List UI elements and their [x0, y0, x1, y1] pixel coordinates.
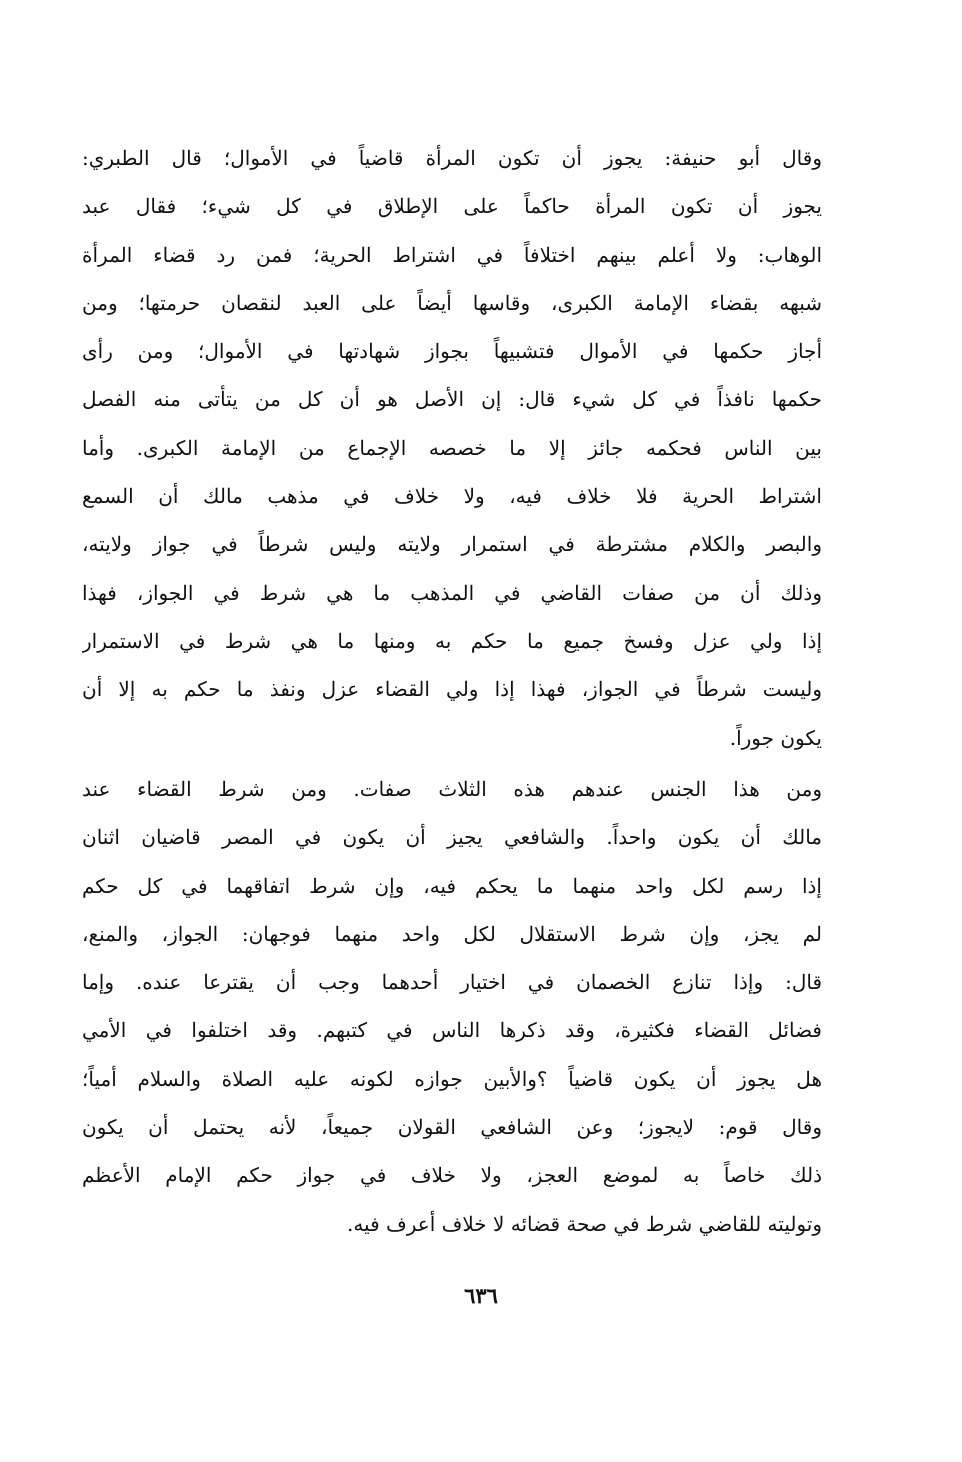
text-line: ومن هذا الجنس عندهم هذه الثلاث صفات. ومن شرط القضاء عند [82, 777, 822, 801]
text-line: لم يجز، وإن شرط الاستقلال لكل واحد منهما فوجهان: الجواز، والمنع، [82, 921, 822, 946]
text-line: حكمها نافذاً في كل شيء قال: إن الأصل هو أن كل من يتأتى منه الفصل [82, 387, 822, 412]
paragraph-1 [82, 134, 822, 762]
text-line: والبصر والكلام مشترطة في استمرار ولايته وليس شرطاً في جواز ولايته، [82, 532, 822, 557]
text-line: وقال أبو حنيفة: يجوز أن تكون المرأة قاضياً في الأموال؛ قال الطبري: [82, 146, 822, 170]
text-line: الوهاب: ولا أعلم بينهم اختلافاً في اشتراط الحرية؛ فمن رد قضاء المرأة [82, 242, 822, 267]
paragraph-2 [82, 765, 822, 1248]
text-line: وقال قوم: لايجوز؛ وعن الشافعي القولان جميعاً، لأنه يحتمل أن يكون [82, 1115, 822, 1140]
text-line: إذا ولي عزل وفسخ جميع ما حكم به ومنها ما هي شرط في الاستمرار [82, 628, 822, 653]
text-line: إذا رسم لكل واحد منهما ما يحكم فيه، وإن شرط اتفاقهما في كل حكم [82, 873, 822, 898]
text-line: اشتراط الحرية فلا خلاف فيه، ولا خلاف في مذهب مالك أن السمع [82, 484, 822, 509]
text-line: فضائل القضاء فكثيرة، وقد ذكرها الناس في كتبهم. وقد اختلفوا في الأمي [82, 1018, 822, 1043]
text-line: أجاز حكمها في الأموال فتشبيهاً بجواز شهادتها في الأموال؛ ومن رأى [82, 339, 822, 364]
text-line: يجوز أن تكون المرأة حاكماً على الإطلاق في كل شيء؛ فقال عبد [82, 194, 822, 219]
text-line: شبهه بقضاء الإمامة الكبرى، وقاسها أيضاً على العبد لنقصان حرمتها؛ ومن [82, 290, 822, 315]
text-line: ذلك خاصاً به لموضع العجز، ولا خلاف في جواز حكم الإمام الأعظم [82, 1163, 822, 1188]
text-line: هل يجوز أن يكون قاضياً ؟والأبين جوازه لكونه عليه الصلاة والسلام أمياً؛ [82, 1066, 822, 1091]
text-line: وذلك أن من صفات القاضي في المذهب ما هي شرط في الجواز، فهذا [82, 580, 822, 605]
text-line: يكون جوراً. [729, 725, 822, 750]
page-number: ٦٣٦ [464, 1283, 498, 1308]
text-line: وتوليته للقاضي شرط في صحة قضائه لا خلاف أعرف فيه. [346, 1211, 822, 1236]
text-line: وليست شرطاً في الجواز، فهذا إذا ولي القضاء عزل ونفذ ما حكم به إلا أن [82, 677, 822, 702]
text-line: مالك أن يكون واحداً. والشافعي يجيز أن يكون في المصر قاضيان اثنان [82, 825, 822, 850]
text-line: قال: وإذا تنازع الخصمان في اختيار أحدهما وجب أن يقترعا عنده. وإما [82, 970, 822, 995]
text-line: بين الناس فحكمه جائز إلا ما خصصه الإجماع من الإمامة الكبرى. وأما [82, 435, 822, 460]
